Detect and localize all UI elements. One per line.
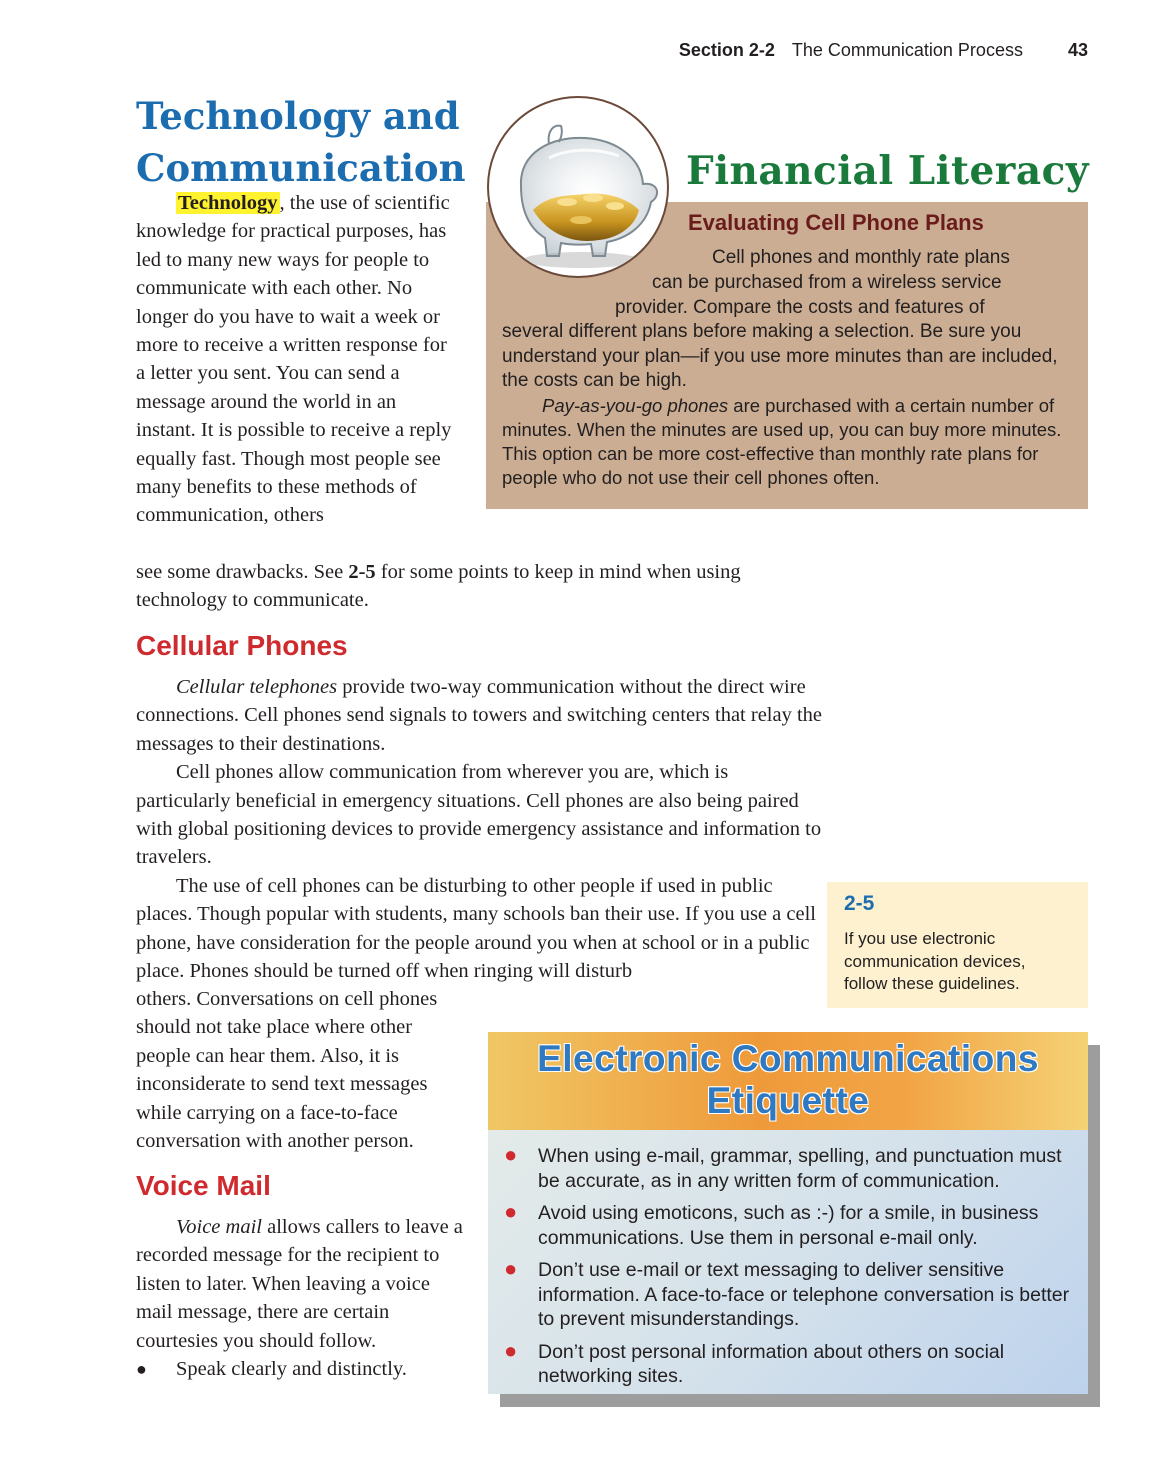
cellular-paragraph1-text: provide two-way communication without the direct wire connections. Cell phones send signals to towers and switching centers that relay the messages to their destinations. <box>136 676 823 755</box>
figure-caption: If you use electronic communication devices, follow these guidelines. <box>844 929 1026 993</box>
header-section: Section 2-2 <box>678 40 775 60</box>
fl-line2: can be purchased from a wireless service <box>652 272 1002 293</box>
bullet-dot-icon: ● <box>504 1256 518 1281</box>
intro-cont-text-b: for some points to keep in mind when using technology to communicate. <box>136 561 741 612</box>
etiquette-list <box>502 1144 1077 1397</box>
piggy-bank-illustration <box>489 98 669 278</box>
bullet-dot-icon: ● <box>504 1199 518 1224</box>
etiquette-title-line1: Electronic Communications <box>537 1038 1039 1079</box>
voice-mail-term: Voice mail <box>176 1216 262 1238</box>
fl-paragraph2 <box>502 394 1077 490</box>
coin-3 <box>606 202 624 210</box>
etiquette-item <box>502 1337 1077 1389</box>
coin-2 <box>583 194 603 202</box>
fl-line3: provider. Compare the costs and features of <box>615 297 985 318</box>
piggy-shadow <box>523 252 639 268</box>
etiquette-item <box>502 1144 1077 1193</box>
fl-line1: Cell phones and monthly rate plans <box>712 247 1010 268</box>
bullet-dot-icon: ● <box>136 1359 147 1380</box>
etiquette-figure <box>488 1032 1088 1394</box>
figure-number: 2-5 <box>844 892 875 915</box>
bullet-dot-icon: ● <box>504 1142 518 1167</box>
financial-literacy-subtitle: Evaluating Cell Phone Plans <box>688 210 984 235</box>
voice-mail-bullet-text: Speak clearly and distinctly. <box>176 1358 407 1381</box>
page-number: 43 <box>1067 40 1088 60</box>
coin-4 <box>570 216 592 224</box>
voice-mail-paragraph <box>136 1213 466 1355</box>
coin-1 <box>557 198 577 206</box>
bullet-dot-icon: ● <box>504 1337 518 1363</box>
figure-caption-box <box>827 882 1088 1008</box>
etiquette-item-text: Don’t use e-mail or text messaging to deliver sensitive information. A face-to-face or telephone conversation is better to prevent misunderstandings. <box>538 1259 1070 1330</box>
etiquette-title-line2: Etiquette <box>706 1080 870 1121</box>
voice-mail-text: allows callers to leave a recorded message for the recipient to listen to later. When leaving a voice mail message, there are certain courtesies you should follow. <box>136 1216 463 1352</box>
etiquette-item <box>502 1201 1077 1250</box>
header-title: The Communication Process <box>791 40 1023 60</box>
keyword-technology: Technology <box>178 192 278 214</box>
running-header <box>679 40 1088 61</box>
fl-paragraph1-rest: several different plans before making a selection. Be sure you understand your plan—if you use more minutes than are included, the costs can be high. <box>502 321 1058 392</box>
heading-voice-mail: Voice Mail <box>136 1170 271 1201</box>
cellular-paragraph2: Cell phones allow communication from wherever you are, which is particularly beneficial in emergency situations. Cell phones are also being paired with global positioning devices to provide emergency assistance and information to travelers. <box>136 761 822 869</box>
fl-paragraph2-text: are purchased with a certain number of minutes. When the minutes are used up, you can buy more minutes. This option can be more cost-effective than monthly rate plans for people who do not use their cell phones often. <box>502 395 1062 488</box>
etiquette-item <box>502 1258 1077 1332</box>
main-title <box>136 90 476 194</box>
intro-paragraph <box>136 189 456 530</box>
voice-mail-bullet <box>136 1355 466 1383</box>
intro-cont-text-a: see some drawbacks. See <box>136 561 349 583</box>
fl-term: Pay-as-you-go phones <box>542 395 729 416</box>
main-title-line1: Technology and <box>136 94 460 138</box>
cellular-term: Cellular telephones <box>176 676 338 698</box>
financial-literacy-title: Financial Literacy <box>686 148 1089 194</box>
intro-text: , the use of scientific knowledge for practical purposes, has led to many new ways for people to communicate with each other. No longer do you have to wait a week or more to receive a written response for a letter you sent. You can send a message around the world in an instant. It is possible to receive a reply equally fast. Though most people see many benefits to these methods of communication, others <box>136 192 452 527</box>
cellular-paragraph3-cont: others. Conversations on cell phones should not take place where other people can hear them. Also, it is inconsiderate to send text messages while carrying on a face-to-face conversation with another person. <box>136 988 438 1153</box>
figure-reference: 2-5 <box>348 561 376 583</box>
voice-mail-section <box>136 1213 466 1383</box>
heading-cellular-phones: Cellular Phones <box>136 630 348 661</box>
cellular-section <box>136 673 826 985</box>
etiquette-header <box>488 1032 1088 1130</box>
intro-paragraph-cont <box>136 558 836 615</box>
main-title-line2: Communication <box>136 146 466 190</box>
piggy-bank-icon <box>487 96 669 278</box>
etiquette-item-text: Don’t post personal information about others on social networking sites. <box>538 1340 1005 1387</box>
cellular-paragraph3: The use of cell phones can be disturbing to other people if used in public places. Though popular with students, many schools ban their use. If you use a cell phone, have consideration for the people around you when at school or in a public place. Phones should be turned off when ringing will disturb <box>136 874 816 983</box>
cellular-paragraph1 <box>136 673 826 758</box>
etiquette-item-text: Avoid using emoticons, such as :-) for a smile, in business communications. Use them in personal e-mail only. <box>538 1202 1039 1249</box>
etiquette-item-text: When using e-mail, grammar, spelling, and punctuation must be accurate, as in any written form of communication. <box>538 1145 1062 1192</box>
